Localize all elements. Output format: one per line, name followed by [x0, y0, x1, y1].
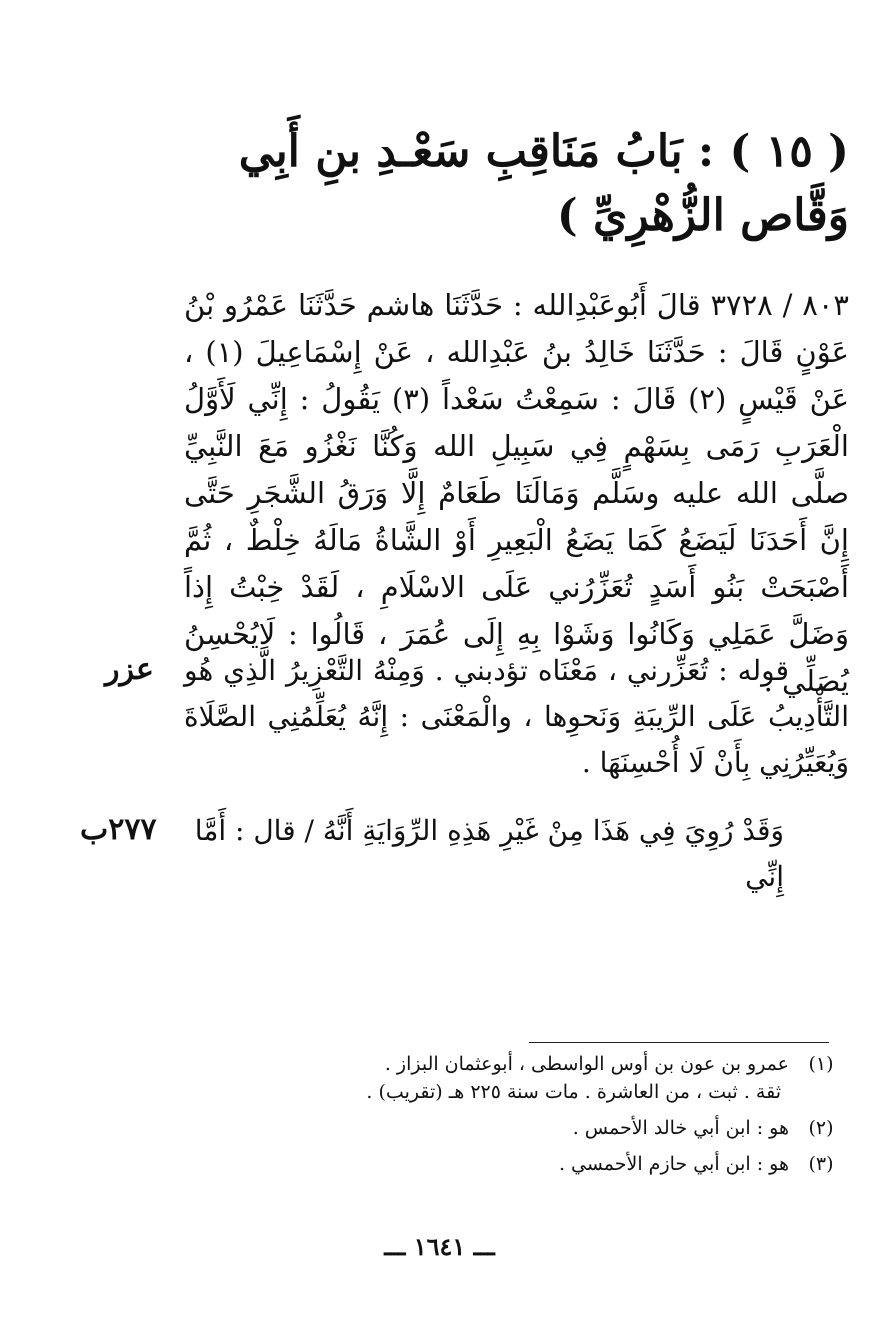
chapter-heading: ( ١٥ ) : بَابُ مَنَاقِبِ سَعْـدِ بنِ أَبِي وَقَّاص الزُّهْرِيِّ )	[238, 126, 849, 241]
footnote-line: ثقة . ثبت ، من العاشرة . مات سنة ٢٢٥ هـ (تقريب) .	[366, 1081, 781, 1103]
footnote-3	[321, 1150, 841, 1178]
footnote-2	[321, 1114, 841, 1142]
footnote-number: (١)	[808, 1053, 834, 1075]
margin-keyword: عزر	[105, 652, 154, 687]
footnote-number: (٣)	[808, 1153, 834, 1175]
footnote-line: هو : ابن أبي حازم الأحمسي .	[558, 1153, 789, 1175]
manuscript-folio-marker: ٢٧٧ب	[80, 812, 157, 847]
footnote-line: عمرو بن عون بن أوس الواسطى ، أبوعثمان البزاز .	[384, 1053, 789, 1075]
gloss-paragraph	[184, 648, 849, 786]
footnotes	[321, 1050, 841, 1186]
hadith-text: ٨٠٣ / ٣٧٢٨ قالَ أَبُوعَبْدِالله : حَدَّثَنَا هاشم حَدَّثَنَا عَمْرُو بْنُ عَوْنٍ قَالَ : حَدَّثَنَا خَالِدُ بنُ عَبْدِالله ، عَنْ إِسْمَاعِيلَ (١) ، عَنْ قَيْسٍ (٢) قَالَ : سَمِعْتُ سَعْداً (٣) يَقُولُ : إِنِّي لَأَوَّلُ الْعَرَبِ رَمَى بِسَهْمٍ فِي سَبِيلِ الله وَكُنَّا نَغْزُو مَعَ النَّبِيِّ صلَّى الله عليه وسَلَّم وَمَالَنَا طَعَامٌ إِلَّا وَرَقُ الشَّجَرِ حَتَّى إِنَّ أَحَدَنَا لَيَضَعُ كَمَا يَضَعُ الْبَعِيرِ أَوْ الشَّاةُ مَالَهُ خِلْطٌ ، ثُمَّ أَصْبَحَتْ بَنُو أَسَدٍ تُعَزِّرُني عَلَى الاسْلَامِ ، لَقَدْ خِبْتُ إِذاً وَضَلَّ عَمَلِي وَكَانُوا وَشَوْا بِهِ إِلَى عُمَرَ ، قَالُوا : لَايُحْسِنُ يُصَلِّي .	[184, 288, 850, 698]
footnote-number: (٢)	[808, 1117, 834, 1139]
gloss-text: قوله : تُعَزِّرني ، مَعْنَاه تؤدبني . وَمِنْهُ التَّعْزِيرُ الَّذِي هُو التَّأْدِيبُ عَلَى الرِّيبَةِ وَنَحوِها ، والْمَعْنَى : إِنَّهُ يُعَلِّمُنِي الصَّلَاةَ وَيُعَيِّرُنِي بِأَنْ لَا أُحْسِنَهَا .	[184, 654, 849, 779]
page-number: ـــ ١٦٤١ ـــ	[384, 1232, 495, 1261]
footnote-1	[321, 1050, 841, 1106]
narration-line: وَقَدْ رُوِيَ فِي هَذَا مِنْ غَيْرِ هَذِهِ الرِّوَايَةِ أَنَّهُ / قال : أَمَّا إِنِّي	[194, 814, 784, 893]
footnote-separator	[529, 1042, 829, 1043]
footnote-line: هو : ابن أبي خالد الأحمس .	[572, 1117, 789, 1139]
